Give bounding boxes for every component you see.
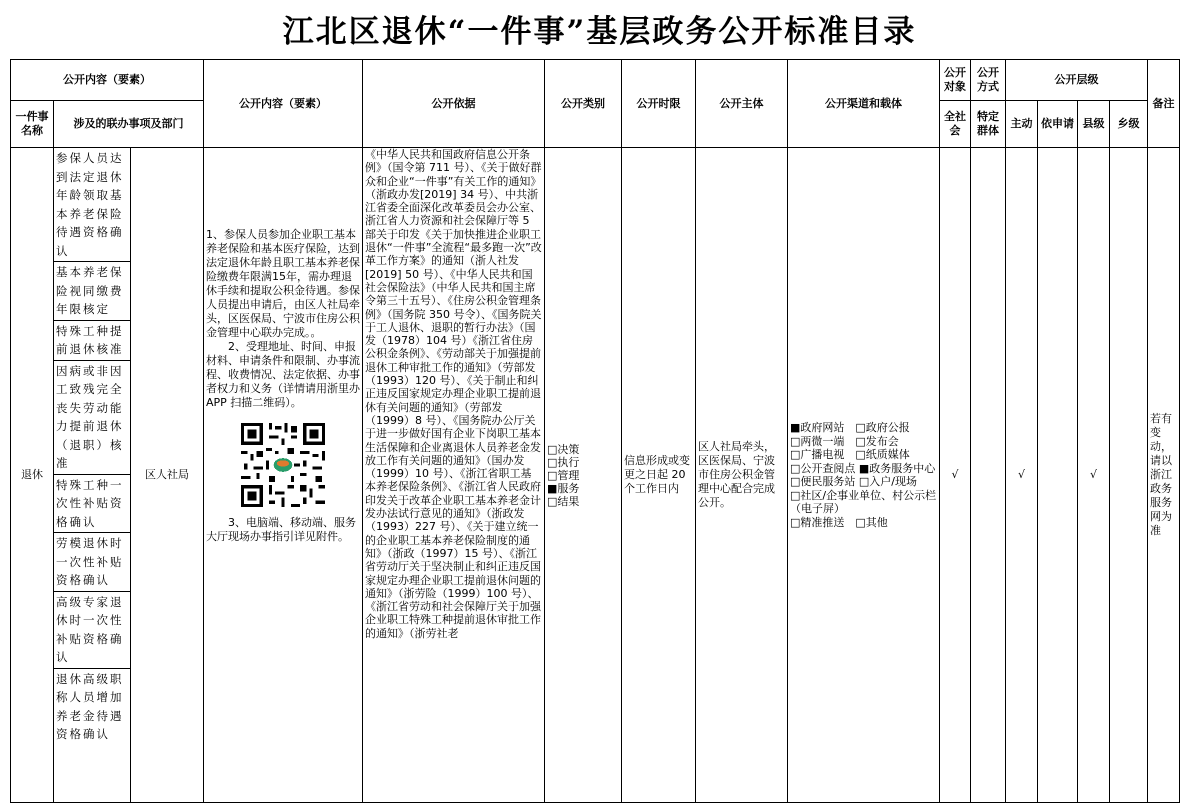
header-time-limit: 公开时限 (622, 60, 696, 148)
all-society-check: √ (940, 148, 971, 803)
content-paragraph-1: 1、参保人员参加企业职工基本养老保险和基本医疗保险，达到法定退休年龄且职工基本养老保险缴费年限满15年，需办理退休手续和提取公积金待遇。参保人员提出申请后，由区人社局牵头，区医保局、宁波市住房公积金管理中心联办完成。。 (206, 228, 360, 339)
sub-item: 劳模退休时一次性补贴资格确认 (54, 533, 130, 592)
header-all-society: 全社会 (940, 101, 971, 148)
sub-items-cell (54, 148, 131, 803)
on-request-check (1038, 148, 1078, 803)
channels-cell (788, 148, 940, 803)
page-title: 江北区退休“一件事”基层政务公开标准目录 (282, 14, 917, 50)
category-option: ■服务 (547, 481, 580, 495)
header-township: 乡级 (1110, 101, 1148, 148)
category-cell (545, 148, 622, 803)
category-option: □结果 (547, 494, 580, 508)
active-check: √ (1006, 148, 1038, 803)
sub-item: 参保人员达到法定退休年龄领取基本养老保险待遇资格确认 (54, 148, 130, 262)
header-on-request: 依申请 (1038, 101, 1078, 148)
content-paragraph-2: 2、受理地址、时间、申报材料、申请条件和限制、办事流程、收费情况、法定依据、办事者权力和义务（详情请用浙里办 APP 扫描二维码）。 (206, 340, 360, 409)
header-category: 公开类别 (545, 60, 622, 148)
remarks-cell: 若有变动，请以浙江政务服务网为准 (1148, 148, 1180, 803)
sub-item: 基本养老保险视同缴费年限核定 (54, 262, 130, 321)
content-paragraph-3: 3、电脑端、移动端、服务大厅现场办事指引详见附件。 (206, 516, 356, 543)
header-related-items: 涉及的联办事项及部门 (54, 101, 204, 148)
header-channels: 公开渠道和载体 (788, 60, 940, 148)
header-remarks: 备注 (1148, 60, 1180, 148)
qr-code-image[interactable] (228, 420, 338, 510)
header-content-elements: 公开内容（要素） (204, 60, 363, 148)
channel-option: □广播电视 □纸质媒体 (790, 448, 910, 461)
header-level: 公开层级 (1006, 60, 1148, 101)
item-name-cell: 退休 (11, 148, 54, 803)
sub-item: 特殊工种一次性补贴资格确认 (54, 475, 130, 534)
channel-option: □两微一端 □发布会 (790, 434, 899, 448)
channel-option: □社区/企事业单位、村公示栏（电子屏） (790, 488, 937, 515)
header-target: 公开对象 (940, 60, 971, 101)
channel-option: □公开查阅点 ■政务服务中心 (790, 461, 936, 475)
header-item-name: 一件事名称 (11, 101, 54, 148)
header-subject: 公开主体 (696, 60, 788, 148)
channel-option: □便民服务站 □入户/现场 (790, 475, 917, 488)
catalog-table (10, 59, 1180, 803)
specific-group-check (971, 148, 1006, 803)
header-specific-group: 特定群体 (971, 101, 1006, 148)
sub-item: 退休高级职称人员增加养老金待遇资格确认 (56, 671, 124, 741)
header-active: 主动 (1006, 101, 1038, 148)
county-check: √ (1078, 148, 1110, 803)
category-option: □执行 (547, 455, 580, 469)
sub-item: 高级专家退休时一次性补贴资格确认 (54, 592, 130, 669)
subject-cell: 区人社局牵头，区医保局、宁波市住房公积金管理中心配合完成公开。 (696, 148, 788, 803)
basis-cell: 《中华人民共和国政府信息公开条例》（国令第 711 号）、《关于做好群众和企业“一件事”有关工作的通知》（浙政办发[2019] 34 号）、中共浙江省委全面深化改革委员会办公室、浙江省人力资源和社会保障厅等 5 部关于印发《关于加快推进企业职工退休“一件事”全流程“最多跑一次”改革工作方案》的通知（浙人社发[2019] 50 号）、《中华人民共和国社会保险法》（中华人民共和国主席令第三十五号）、《住房公积金管理条例》（国务院 350 号令）、《国务院关于工人退休、退职的暂行办法》（国发（1978）104 号）《浙江省住房公积金条例》、《劳动部关于加强提前退休工种审批工作的通知》（劳部发（1993）120 号）、《关于制止和纠正违反国家规定办理企业职工提前退休有关问题的通知》（劳部发（1999）8 号）、《国务院办公厅关于进一步做好国有企业下岗职工基本生活保障和企业离退休人员养老金发放工作有关问题的通知》（国办发（1999）10 号）、《浙江省职工基本养老保险条例》、《浙江省人民政府印发关于改革企业职工基本养老金计发办法试行意见的通知》（浙政发（1993）227 号）、《关于建立统一的企业职工基本养老保险制度的通知》（浙政（1997）15 号）、《浙江省劳动厅关于坚决制止和纠正违反国家规定办理企业职工提前退休问题的通知》（浙劳险（1999）100 号）、《浙江省劳动和社会保障厅关于加强企业职工特殊工种提前退休审批工作的通知》（浙劳社老 (363, 148, 545, 803)
category-option: □管理 (547, 468, 580, 482)
channel-option: □精准推送 □其他 (790, 515, 888, 529)
header-county: 县级 (1078, 101, 1110, 148)
sub-item: 特殊工种提前退休核准 (54, 321, 130, 361)
sub-item: 因病或非因工致残完全丧失劳动能力提前退休（退职）核准 (54, 361, 130, 475)
header-basis: 公开依据 (363, 60, 545, 148)
table-row (11, 148, 1180, 803)
channel-option: ■政府网站 □政府公报 (790, 421, 910, 434)
header-content-group: 公开内容（要素） (11, 60, 204, 101)
category-option: □决策 (547, 442, 580, 456)
header-method: 公开方式 (971, 60, 1006, 101)
township-check (1110, 148, 1148, 803)
time-limit-cell: 信息形成或变更之日起 20 个工作日内 (622, 148, 696, 803)
content-cell (204, 148, 363, 803)
department-cell: 区人社局 (131, 148, 204, 803)
